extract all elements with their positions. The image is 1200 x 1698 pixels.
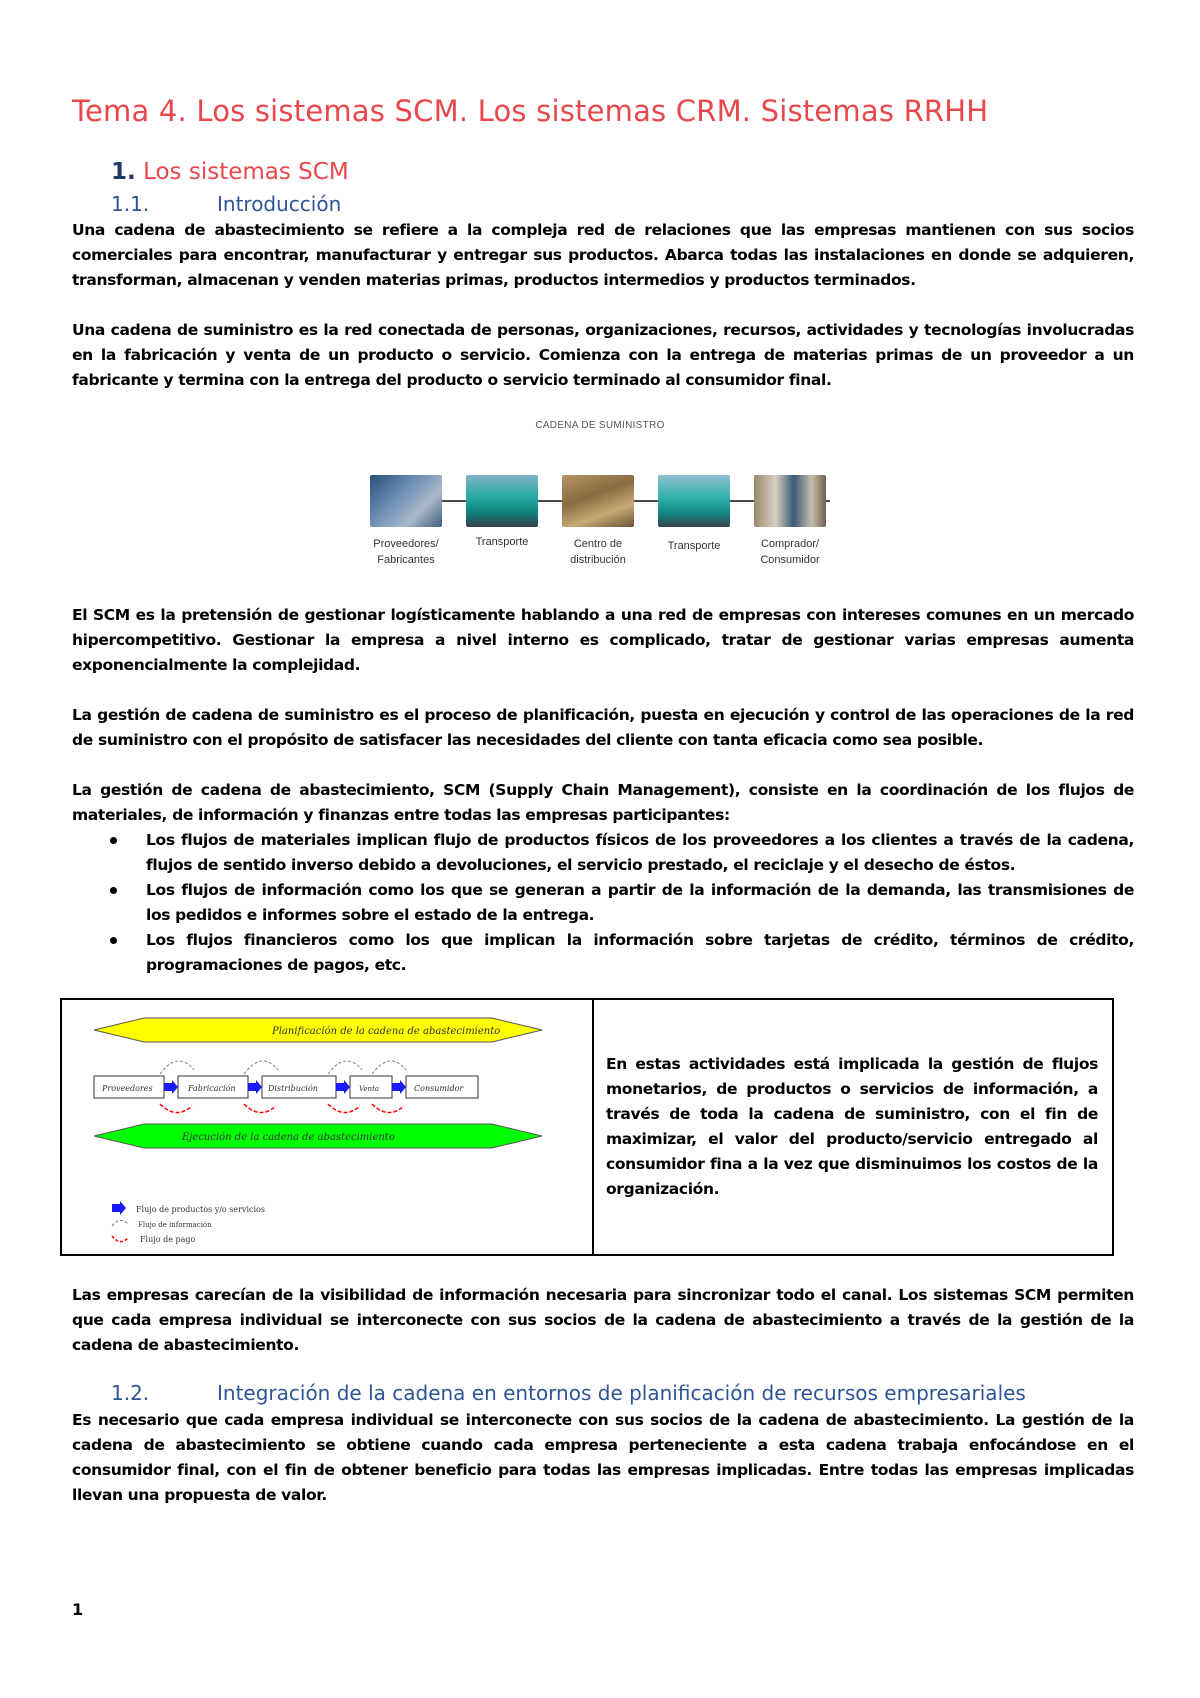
scm-diagram-table (60, 998, 1114, 1256)
figure-step-label (356, 536, 456, 568)
node-label: Consumidor (414, 1084, 464, 1093)
figure-step-label (740, 536, 840, 568)
list-item-text: Los flujos financieros como los que implican la información sobre tarjetas de crédito, términos de crédito, programaciones de pagos, etc. (146, 931, 1134, 974)
store-photo-icon (754, 475, 826, 527)
subsection-title: Introducción (217, 192, 342, 216)
scm-flow-diagram (72, 1008, 582, 1248)
step-label-text: Transporte (475, 536, 529, 548)
factory-photo-icon (370, 475, 442, 527)
figure-step-label (548, 536, 648, 568)
subsection-title: Integración de la cadena en entornos de planificación de recursos empresariales (217, 1381, 1026, 1405)
payment-flow-arrow (244, 1104, 276, 1113)
figure-title: CADENA DE SUMINISTRO (535, 420, 665, 431)
supply-chain-figure (370, 420, 830, 570)
document-title: Tema 4. Los sistemas SCM. Los sistemas CRM. Sistemas RRHH (72, 94, 989, 128)
info-flow-arrow (160, 1061, 194, 1074)
payment-flow-arrow (372, 1104, 404, 1113)
truck-photo-icon (466, 475, 538, 527)
step-label-text: Centro de distribución (570, 538, 626, 566)
section-number: 1. (111, 159, 136, 185)
info-flow-arrow (328, 1061, 362, 1074)
legend-payment-icon (112, 1236, 128, 1242)
payment-flow-arrow (328, 1104, 360, 1113)
payment-flow-arrow (160, 1104, 192, 1113)
step-label-text: Transporte (667, 540, 721, 552)
subsection-heading-1-1 (111, 192, 341, 216)
paragraph-1: Una cadena de abastecimiento se refiere a la compleja red de relaciones que las empresas mantienen con sus socios comerciales para encontrar, manufacturar y entregar sus productos. Abarca todas las instalaciones en donde se adquieren, transforman, almacenan y venden materias primas, productos intermedios y productos terminados. (72, 221, 1134, 289)
figure-step-label (452, 534, 552, 550)
paragraph-7: Es necesario que cada empresa individual se interconecte con sus socios de la cadena de abastecimiento. La gestión de la cadena de abastecimiento se obtiene cuando cada empresa perteneciente a esta cadena trabaja enfocándose en el consumidor final, con el fin de obtener beneficio para todas las empresas implicadas. Entre todas las empresas implicadas llevan una propuesta de valor. (72, 1411, 1134, 1504)
figure-step-label (644, 538, 744, 554)
legend-label: Flujo de productos y/o servicios (136, 1205, 265, 1214)
legend-info-icon (112, 1220, 128, 1226)
paragraph-3: El SCM es la pretensión de gestionar logísticamente hablando a una red de empresas con intereses comunes en un mercado hipercompetitivo. Gestionar la empresa a nivel interno es complicado, tratar de gestionar varias empresas aumenta exponencialmente la complejidad. (72, 606, 1134, 674)
subsection-number: 1.2. (111, 1381, 150, 1405)
subsection-heading-1-2 (111, 1381, 1026, 1405)
subsection-number: 1.1. (111, 192, 150, 216)
product-flow-arrow (392, 1080, 406, 1094)
table-top-gap (62, 1000, 592, 1002)
list-item-text: Los flujos de información como los que se generan a partir de la información de la demanda, las transmisiones de los pedidos e informes sobre el estado de la entrega. (146, 881, 1134, 924)
product-flow-arrow (336, 1080, 350, 1094)
product-flow-arrow (164, 1080, 178, 1094)
list-item (72, 828, 1134, 878)
legend-product-icon (112, 1201, 126, 1215)
step-label-text: Proveedores/ Fabricantes (373, 538, 439, 566)
product-flow-arrow (248, 1080, 262, 1094)
list-item (72, 878, 1134, 928)
execution-banner-label: Ejecución de la cadena de abastecimiento (182, 1132, 395, 1143)
info-flow-arrow (244, 1061, 278, 1074)
node-label: Venta (359, 1085, 380, 1093)
node-label: Proveedores (102, 1084, 153, 1093)
legend-label: Flujo de pago (140, 1235, 196, 1244)
flows-bullet-list (72, 828, 1134, 978)
paragraph-4: La gestión de cadena de suministro es el proceso de planificación, puesta en ejecución y control de las operaciones de la red de suministro con el propósito de satisfacer las necesidades del cliente con tanta eficacia como sea posible. (72, 706, 1134, 749)
warehouse-photo-icon (562, 475, 634, 527)
section-title: Los sistemas SCM (143, 159, 349, 185)
paragraph-5: La gestión de cadena de abastecimiento, SCM (Supply Chain Management), consiste en la coordinación de los flujos de materiales, de información y finanzas entre todas las empresas participantes: (72, 781, 1134, 824)
node-label: Distribución (268, 1084, 318, 1093)
legend-label: Flujo de información (138, 1221, 212, 1229)
step-label-text: Comprador/ Consumidor (760, 538, 820, 566)
bullet-icon (110, 937, 117, 944)
info-flow-arrow (372, 1061, 406, 1074)
bullet-icon (110, 887, 117, 894)
bullet-icon (110, 837, 117, 844)
paragraph-6: Las empresas carecían de la visibilidad de información necesaria para sincronizar todo el canal. Los sistemas SCM permiten que cada empresa individual se interconecte con sus socios de la cadena de abastecimiento a través de la gestión de la cadena de abastecimiento. (72, 1286, 1134, 1354)
section-heading-1 (111, 159, 349, 185)
planning-banner-label: Planificación de la cadena de abastecimiento (272, 1026, 501, 1037)
table-column-divider (592, 1000, 594, 1254)
node-label: Fabricación (188, 1084, 236, 1093)
table-side-text: En estas actividades está implicada la gestión de flujos monetarios, de productos o servicios de información, a través de toda la cadena de suministro, con el fin de maximizar, el valor del producto/servicio entregado al consumidor fina a la vez que disminuimos los costos de la organización. (606, 1055, 1098, 1198)
truck-photo-icon (658, 475, 730, 527)
list-item-text: Los flujos de materiales implican flujo de productos físicos de los proveedores a los clientes a través de la cadena, flujos de sentido inverso debido a devoluciones, el servicio prestado, el reciclaje y el desecho de éstos. (146, 831, 1134, 874)
paragraph-2: Una cadena de suministro es la red conectada de personas, organizaciones, recursos, actividades y tecnologías involucradas en la fabricación y venta de un producto o servicio. Comienza con la entrega de materias primas de un proveedor a un fabricante y termina con la entrega del producto o servicio terminado al consumidor final. (72, 321, 1134, 389)
list-item (72, 928, 1134, 978)
page-number: 1 (72, 1600, 84, 1619)
